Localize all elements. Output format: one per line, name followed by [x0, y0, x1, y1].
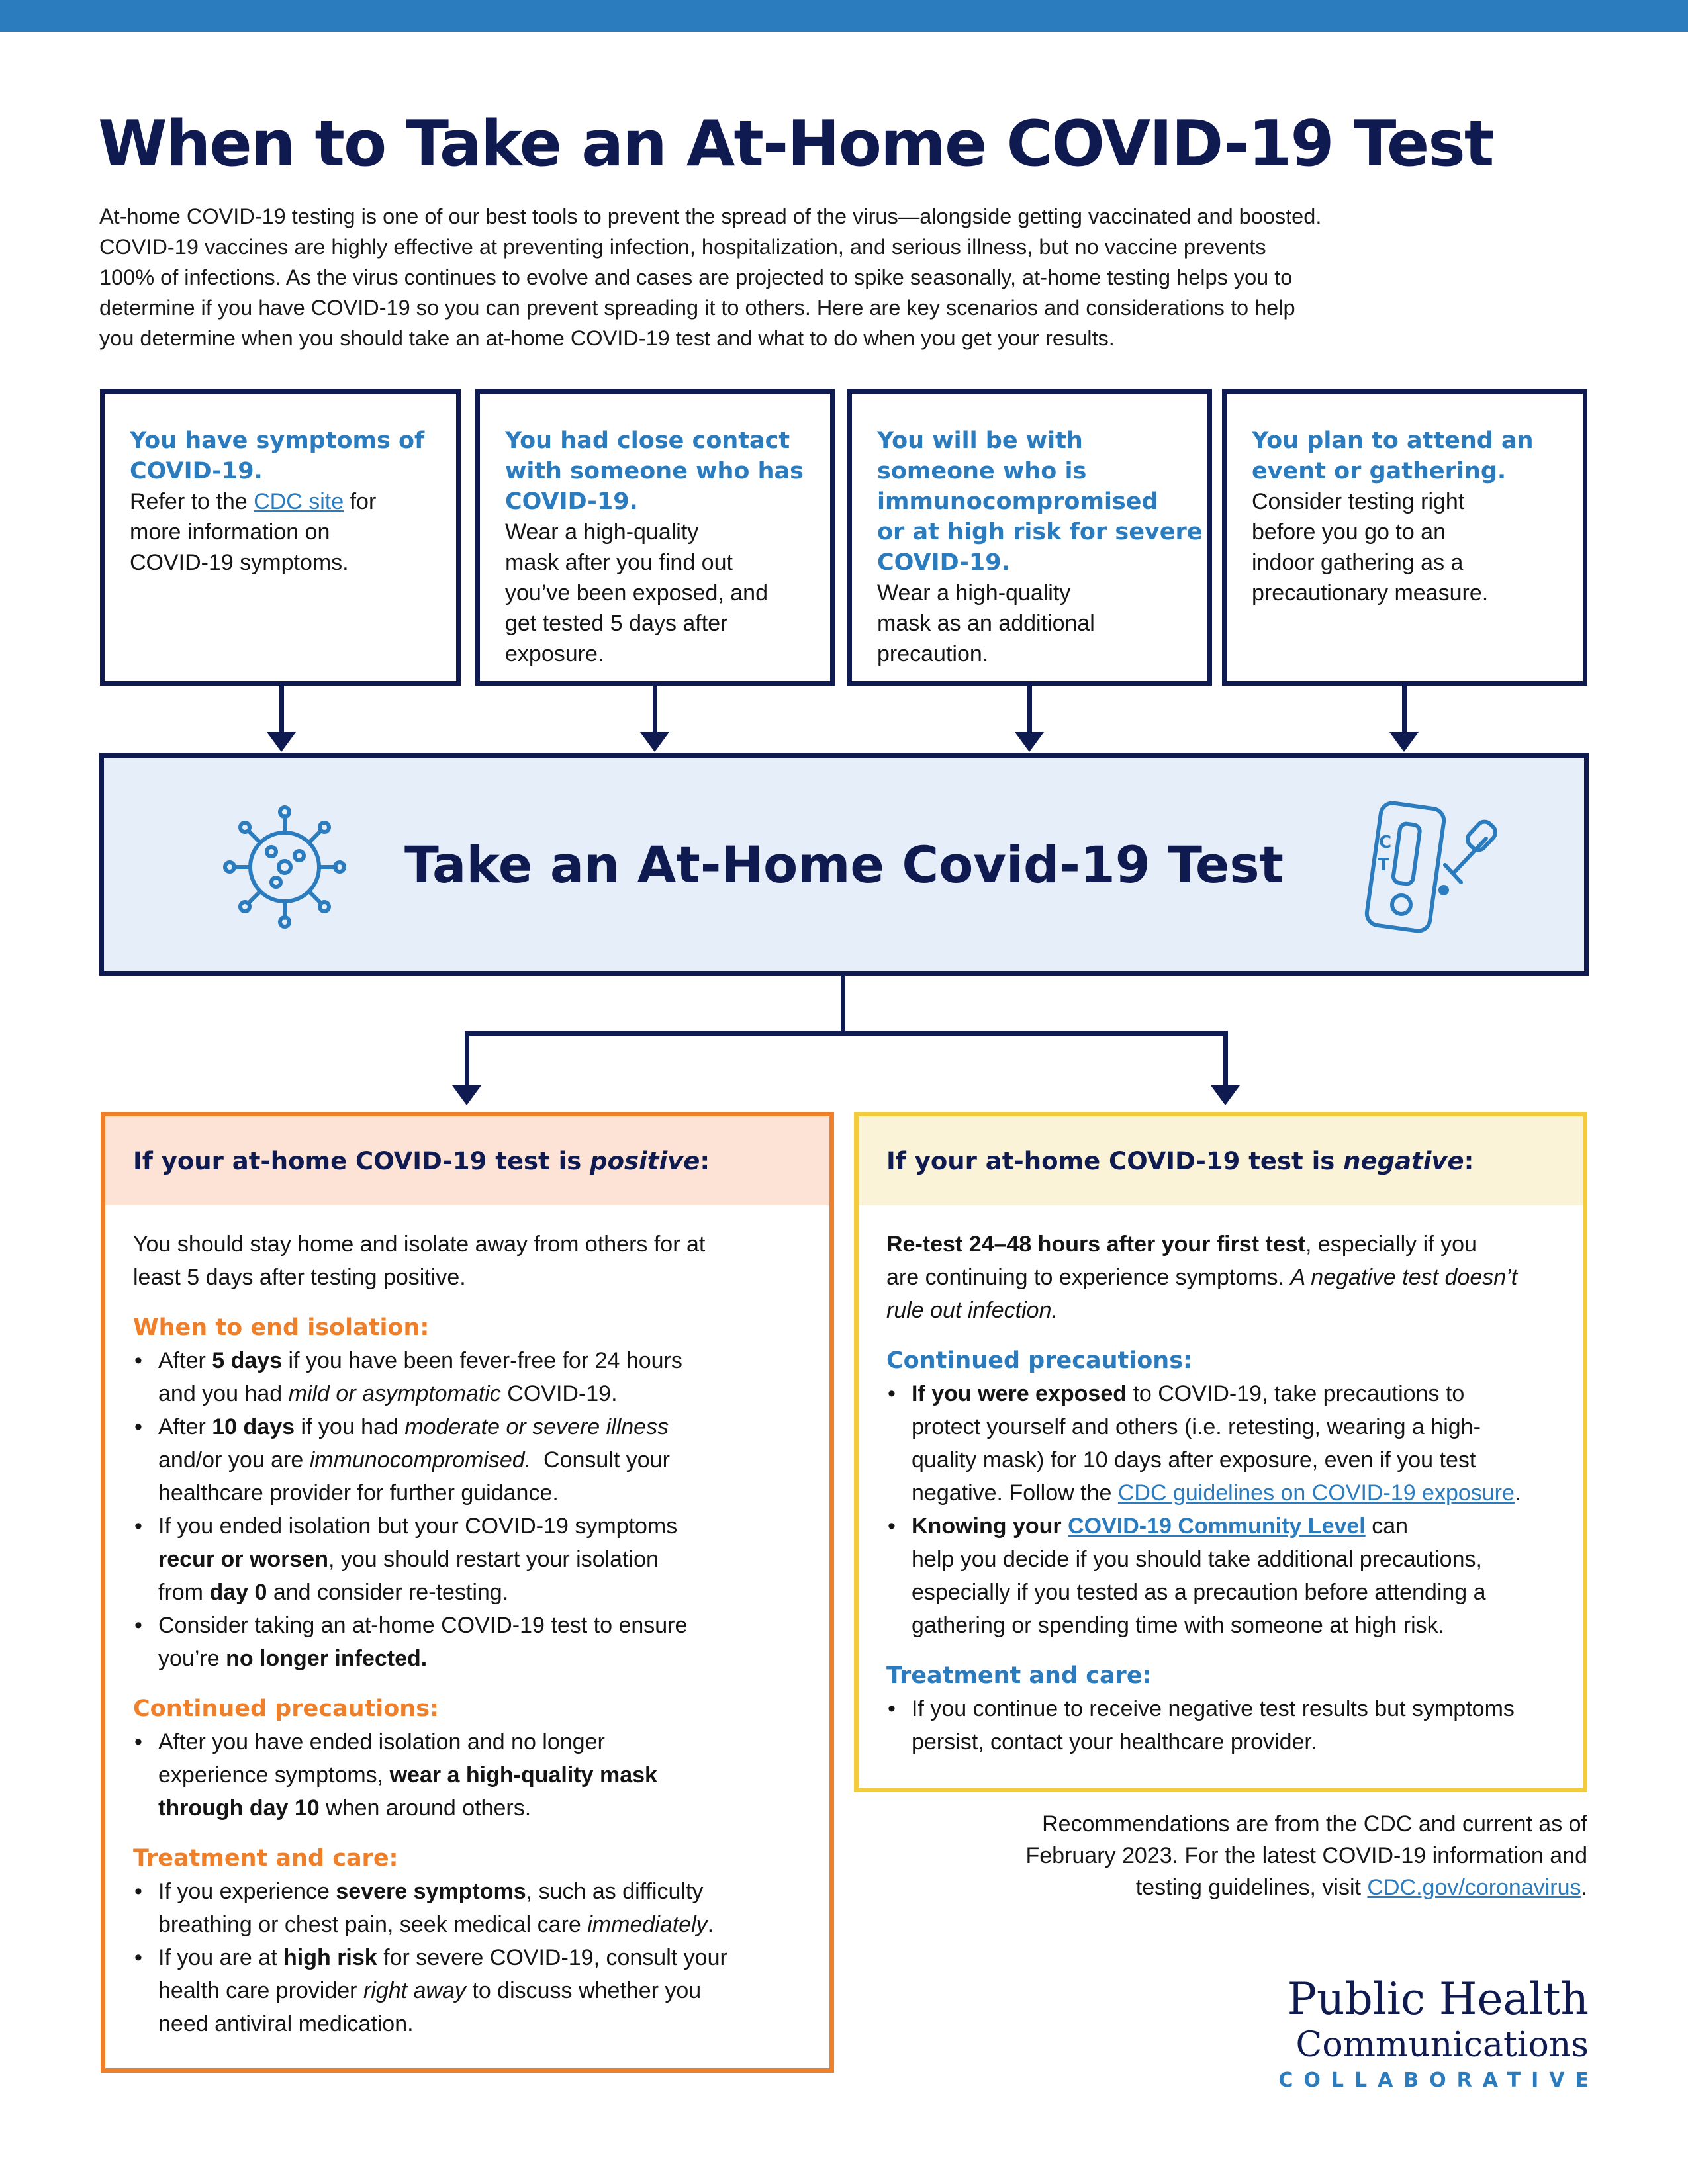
- list-item: • If you ended isolation but your COVID-19 symptoms recur or worsen, you should restart your isolation from day 0 and consider re-testing.: [133, 1510, 806, 1609]
- footnote-text: .: [1581, 1875, 1587, 1900]
- page-title: When to Take an At-Home COVID-19 Test: [98, 108, 1493, 181]
- connector-line: [653, 686, 657, 733]
- test-kit-icon: [1360, 797, 1506, 936]
- community-level-link[interactable]: COVID-19 Community Level: [1068, 1514, 1366, 1539]
- connector-line: [465, 1031, 469, 1087]
- footnote-line: Recommendations are from the CDC and current as of: [1042, 1811, 1587, 1837]
- heading-emphasis: positive: [590, 1147, 700, 1175]
- precautions-list: [886, 1377, 1559, 1642]
- negative-result-box: [854, 1112, 1587, 1792]
- recommendations-footnote: [861, 1808, 1587, 1903]
- intro-line: you determine when you should take an at-home COVID-19 test and what to do when you get your results.: [99, 326, 1115, 350]
- body-line: precautionary measure.: [1252, 580, 1489, 606]
- body-line: You should stay home and isolate away from others for at: [133, 1232, 706, 1257]
- list-item: • If you experience severe symptoms, such as difficulty breathing or chest pain, seek medical care immediately.: [133, 1875, 806, 1941]
- heading-line: COVID-19.: [877, 549, 1010, 576]
- intro-paragraph: [99, 201, 1476, 353]
- logo-line: Communications: [1295, 2025, 1589, 2065]
- positive-body: [105, 1205, 829, 2040]
- heading-line: with someone who has: [505, 458, 804, 484]
- list-item: • If you continue to receive negative test results but symptoms persist, contact your healthcare provider.: [886, 1692, 1559, 1758]
- heading-line: You will be with: [877, 428, 1083, 454]
- body-line: least 5 days after testing positive.: [133, 1265, 466, 1290]
- arrow-down-icon: [640, 732, 669, 752]
- treatment-list: [133, 1875, 806, 2040]
- positive-heading: [105, 1116, 829, 1205]
- negative-heading: [859, 1116, 1583, 1205]
- list-item: • After 5 days if you have been fever-free for 24 hours and you had mild or asymptomatic COVID-19.: [133, 1344, 806, 1410]
- body-line: get tested 5 days after: [505, 611, 728, 636]
- heading-line: COVID-19.: [505, 488, 638, 515]
- scenario-heading: [130, 426, 432, 486]
- scenario-card-gathering: [1222, 389, 1587, 686]
- scenario-body: [130, 486, 432, 578]
- scenario-card-immunocompromised: [847, 389, 1212, 686]
- body-line: exposure.: [505, 641, 604, 666]
- heading-line: You had close contact: [505, 428, 790, 454]
- kit-test-letter: T: [1378, 855, 1389, 875]
- section-heading-precautions: Continued precautions:: [886, 1347, 1193, 1374]
- heading-line: You have symptoms of: [130, 428, 425, 454]
- positive-result-box: [101, 1112, 834, 2073]
- body-line: more information on: [130, 520, 330, 545]
- section-heading-end-isolation: When to end isolation:: [133, 1314, 430, 1341]
- list-item: • If you are at high risk for severe COVID-19, consult your health care provider right away to discuss whether you need antiviral medication.: [133, 1941, 806, 2040]
- heading-text: If your at-home COVID-19 test is: [133, 1147, 590, 1175]
- scenario-body: [505, 517, 806, 669]
- phcc-logo: [1244, 1974, 1599, 2097]
- heading-line: immunocompromised: [877, 488, 1158, 515]
- negative-body: Re-test 24–48 hours after your first test, especially if you are continuing to experience symptoms. A negative test doesn’t rule out infection. Continued precautions: • If you were exposed to COVID-19, take precautions to protect yourself and others (i.e. retesting, wearing a high- quality mask) for 10 days after exposure, even if you test negative. Follow the CDC guidelines on COVID-19 exposure. • Knowing your COVID-19 Community Level can help you decide if you should take additional precautions, especially if you tested as a precaution before attending a gathering or spending time with someone at high risk. Treatment and care: • If you continue to receive negative test results but symptoms persist, contact your healthcare provider.: [859, 1205, 1583, 1758]
- heading-line: someone who is: [877, 458, 1087, 484]
- body-line: Wear a high-quality: [877, 580, 1071, 606]
- scenario-card-close-contact: [475, 389, 835, 686]
- kit-control-letter: C: [1379, 833, 1392, 852]
- connector-line: [1027, 686, 1032, 733]
- take-test-box: [99, 753, 1589, 976]
- cdc-coronavirus-link[interactable]: CDC.gov/coronavirus: [1367, 1875, 1581, 1900]
- arrow-down-icon: [267, 732, 296, 752]
- logo-line: Public Health: [1287, 1974, 1589, 2025]
- footnote-text: testing guidelines, visit: [1135, 1875, 1368, 1900]
- connector-line: [841, 976, 845, 1035]
- section-heading-precautions: Continued precautions:: [133, 1696, 440, 1722]
- body-line: you’ve been exposed, and: [505, 580, 768, 606]
- connector-line: [1223, 1031, 1228, 1087]
- section-heading-treatment: Treatment and care:: [886, 1662, 1152, 1689]
- body-line: COVID-19 symptoms.: [130, 550, 349, 575]
- body-line: precaution.: [877, 641, 989, 666]
- heading-line: event or gathering.: [1252, 458, 1507, 484]
- body-line: mask after you find out: [505, 550, 733, 575]
- footnote-line: February 2023. For the latest COVID-19 information and: [1025, 1843, 1587, 1868]
- cdc-site-link[interactable]: CDC site: [254, 489, 344, 514]
- list-item: • If you were exposed to COVID-19, take precautions to protect yourself and others (i.e. retesting, wearing a high- quality mask) for 10 days after exposure, even if you test negative. Follow the CDC guidelines on COVID-19 exposure.: [886, 1377, 1559, 1510]
- body-line: Consider testing right: [1252, 489, 1465, 514]
- body-text: Refer to the: [130, 489, 254, 514]
- arrow-down-icon: [1211, 1085, 1240, 1105]
- arrow-down-icon: [1015, 732, 1044, 752]
- heading-line: or at high risk for severe: [877, 519, 1203, 545]
- list-item: • Consider taking an at-home COVID-19 test to ensure you’re no longer infected.: [133, 1609, 806, 1675]
- intro-line: COVID-19 vaccines are highly effective at preventing infection, hospitalization, and serious illness, but no vaccine prevents: [99, 235, 1266, 259]
- scenario-body: [877, 578, 1184, 669]
- list-item: • After you have ended isolation and no longer experience symptoms, wear a high-quality mask through day 10 when around others.: [133, 1725, 806, 1825]
- list-item: • After 10 days if you had moderate or severe illness and/or you are immunocompromised. Consult your healthcare provider for further guidance.: [133, 1410, 806, 1510]
- body-line: indoor gathering as a: [1252, 550, 1464, 575]
- treatment-list: [886, 1692, 1559, 1758]
- body-line: before you go to an: [1252, 520, 1446, 545]
- heading-line: COVID-19.: [130, 458, 263, 484]
- intro-line: At-home COVID-19 testing is one of our best tools to prevent the spread of the virus—alongside getting vaccinated and boosted.: [99, 205, 1322, 228]
- precautions-list: [133, 1725, 806, 1825]
- scenario-heading: [1252, 426, 1559, 486]
- scenario-body: [1252, 486, 1559, 608]
- end-isolation-list: [133, 1344, 806, 1675]
- cdc-exposure-guidelines-link[interactable]: CDC guidelines on COVID-19 exposure: [1117, 1480, 1515, 1506]
- arrow-down-icon: [1389, 732, 1419, 752]
- logo-line: COLLABORATIVE: [1278, 2069, 1599, 2092]
- scenario-heading: [505, 426, 806, 517]
- connector-line: [465, 1031, 1228, 1036]
- scenario-heading: [877, 426, 1203, 578]
- connector-line: [1402, 686, 1407, 733]
- heading-emphasis: negative: [1343, 1147, 1464, 1175]
- heading-text: :: [1464, 1147, 1474, 1175]
- connector-line: [279, 686, 284, 733]
- heading-text: If your at-home COVID-19 test is: [886, 1147, 1344, 1175]
- scenario-card-symptoms: [100, 389, 461, 686]
- body-line: mask as an additional: [877, 611, 1095, 636]
- heading-text: :: [700, 1147, 710, 1175]
- list-item: • Knowing your COVID-19 Community Level can help you decide if you should take additional precautions, especially if you tested as a precaution before attending a gathering or spending time with someone at high risk.: [886, 1510, 1559, 1642]
- section-heading-treatment: Treatment and care:: [133, 1845, 399, 1872]
- arrow-down-icon: [452, 1085, 481, 1105]
- take-test-title: Take an At-Home Covid-19 Test: [404, 835, 1284, 894]
- intro-line: 100% of infections. As the virus continues to evolve and cases are projected to spike seasonally, at-home testing helps you to: [99, 265, 1293, 289]
- top-color-bar: [0, 0, 1688, 32]
- intro-line: determine if you have COVID-19 so you can prevent spreading it to others. Here are key scenarios and considerations to help: [99, 296, 1295, 320]
- body-text: for: [344, 489, 377, 514]
- heading-line: You plan to attend an: [1252, 428, 1534, 454]
- body-line: Wear a high-quality: [505, 520, 699, 545]
